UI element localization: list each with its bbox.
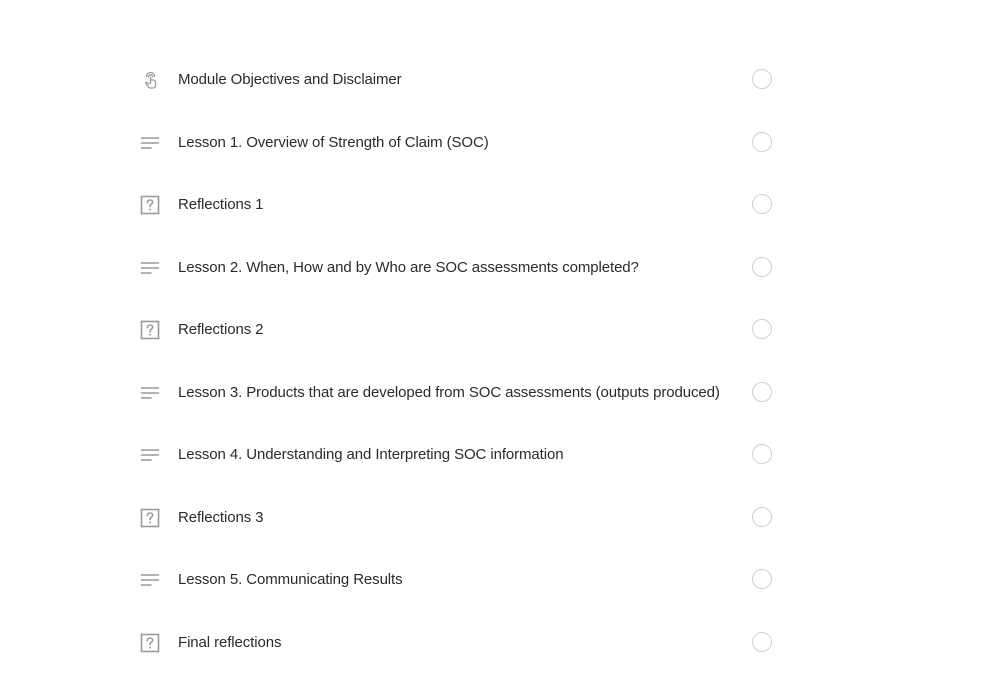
lesson-title: Reflections 3: [178, 487, 263, 550]
lesson-item-final-reflections[interactable]: [0, 612, 999, 674]
completion-status-circle: [752, 194, 772, 214]
text-lines-icon: [140, 133, 160, 153]
lesson-title: Reflections 1: [178, 174, 263, 237]
completion-status-circle: [752, 507, 772, 527]
completion-status-circle: [752, 569, 772, 589]
lesson-title: Final reflections: [178, 612, 281, 674]
completion-status-circle: [752, 132, 772, 152]
lesson-title: Reflections 2: [178, 299, 263, 362]
completion-status-circle: [752, 319, 772, 339]
question-box-icon: [140, 195, 160, 215]
lesson-item-lesson-1[interactable]: [0, 112, 999, 175]
question-box-icon: [140, 633, 160, 653]
lesson-title: Lesson 1. Overview of Strength of Claim (SOC): [178, 112, 489, 175]
text-lines-icon: [140, 383, 160, 403]
question-box-icon: [140, 508, 160, 528]
lesson-item-lesson-5[interactable]: [0, 549, 999, 612]
lesson-item-lesson-3[interactable]: [0, 362, 999, 425]
lesson-item-reflections-3[interactable]: [0, 487, 999, 550]
lesson-title: Lesson 5. Communicating Results: [178, 549, 403, 612]
lesson-item-module-objectives[interactable]: [0, 49, 999, 112]
text-lines-icon: [140, 570, 160, 590]
lesson-item-lesson-4[interactable]: [0, 424, 999, 487]
completion-status-circle: [752, 632, 772, 652]
lesson-list: [0, 49, 999, 674]
question-box-icon: [140, 320, 160, 340]
completion-status-circle: [752, 257, 772, 277]
hand-pointer-icon: [140, 70, 160, 90]
completion-status-circle: [752, 382, 772, 402]
completion-status-circle: [752, 444, 772, 464]
lesson-title: Lesson 4. Understanding and Interpreting SOC information: [178, 424, 563, 487]
text-lines-icon: [140, 445, 160, 465]
lesson-title: Lesson 2. When, How and by Who are SOC assessments completed?: [178, 237, 639, 300]
lesson-item-lesson-2[interactable]: [0, 237, 999, 300]
completion-status-circle: [752, 69, 772, 89]
lesson-title: Module Objectives and Disclaimer: [178, 49, 402, 112]
text-lines-icon: [140, 258, 160, 278]
lesson-title: Lesson 3. Products that are developed from SOC assessments (outputs produced): [178, 362, 720, 425]
lesson-item-reflections-2[interactable]: [0, 299, 999, 362]
lesson-item-reflections-1[interactable]: [0, 174, 999, 237]
